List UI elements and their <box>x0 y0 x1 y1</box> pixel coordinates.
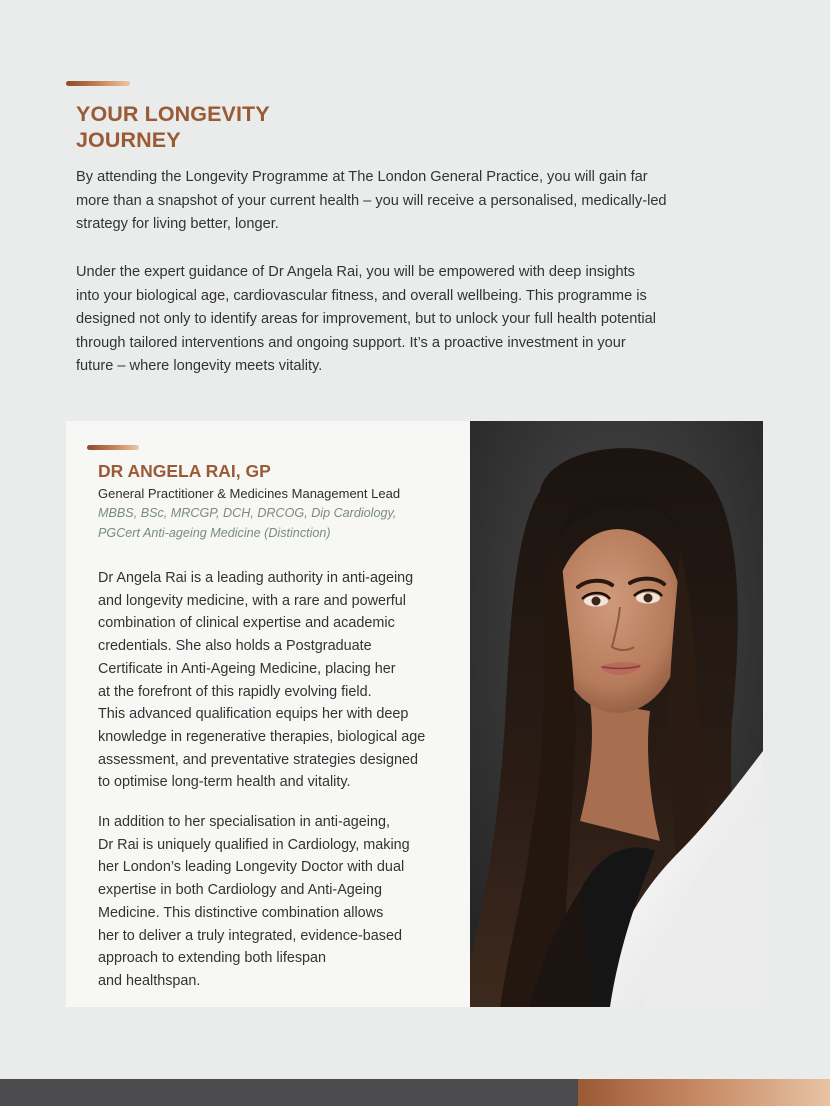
doctor-name: DR ANGELA RAI, GP <box>98 461 271 481</box>
text-line: Dr Angela Rai is a leading authority in anti-ageing <box>98 570 414 586</box>
doctor-portrait-photo <box>470 421 763 1007</box>
text-line: into your biological age, cardiovascular fitness, and overall wellbeing. This programme is <box>76 287 647 304</box>
text-line: more than a snapshot of your current health – you will receive a personalised, medically-led <box>76 192 667 209</box>
text-line: Certificate in Anti-Ageing Medicine, placing her <box>98 660 396 677</box>
text-line: combination of clinical expertise and academic <box>98 615 395 632</box>
text-line: By attending the Longevity Programme at The London General Practice, you will gain far <box>76 169 648 185</box>
text-line: her to deliver a truly integrated, evidence-based <box>98 927 402 944</box>
page-title-line: YOUR LONGEVITY <box>76 102 270 126</box>
bio-paragraph-1 <box>98 567 425 794</box>
profile-accent-bar <box>87 445 139 450</box>
page-title <box>76 101 270 153</box>
doctor-qualifications <box>98 503 396 543</box>
doctor-role: General Practitioner & Medicines Management Lead <box>98 486 401 501</box>
heading-accent-bar <box>66 81 130 86</box>
text-line: This advanced qualification equips her with deep <box>98 706 409 723</box>
page-title-line: JOURNEY <box>76 128 181 152</box>
footer-band-dark <box>0 1079 578 1106</box>
text-line: designed not only to identify areas for improvement, but to unlock your full health potential <box>76 311 657 328</box>
text-line: assessment, and preventative strategies designed <box>98 751 418 768</box>
text-line: Dr Rai is uniquely qualified in Cardiology, making <box>98 836 410 853</box>
text-line: Medicine. This distinctive combination allows <box>98 904 384 921</box>
text-line: future – where longevity meets vitality. <box>76 358 323 375</box>
text-line: In addition to her specialisation in anti-ageing, <box>98 814 391 830</box>
text-line: Under the expert guidance of Dr Angela Rai, you will be empowered with deep insights <box>76 264 635 280</box>
text-line: expertise in both Cardiology and Anti-Ageing <box>98 882 382 899</box>
text-line: at the forefront of this rapidly evolving field. <box>98 683 372 700</box>
text-line: strategy for living better, longer. <box>76 216 279 233</box>
bio-paragraph-2 <box>98 811 410 993</box>
text-line: through tailored interventions and ongoing support. It’s a proactive investment in your <box>76 334 626 351</box>
intro-paragraph-1 <box>76 166 736 237</box>
text-line: and healthspan. <box>98 972 201 989</box>
text-line: and longevity medicine, with a rare and powerful <box>98 592 406 609</box>
portrait-illustration <box>470 421 763 1007</box>
text-line: credentials. She also holds a Postgraduate <box>98 638 372 655</box>
text-line: to optimise long-term health and vitality. <box>98 774 351 791</box>
doctor-profile-card <box>66 421 470 1007</box>
text-line: knowledge in regenerative therapies, biological age <box>98 728 426 745</box>
intro-paragraph-2 <box>76 261 736 379</box>
qualification-line: PGCert Anti-ageing Medicine (Distinction) <box>98 526 331 540</box>
text-line: approach to extending both lifespan <box>98 950 327 967</box>
qualification-line: MBBS, BSc, MRCGP, DCH, DRCOG, Dip Cardiology, <box>98 506 397 520</box>
footer-band-copper <box>578 1079 830 1106</box>
text-line: her London’s leading Longevity Doctor with dual <box>98 859 405 876</box>
